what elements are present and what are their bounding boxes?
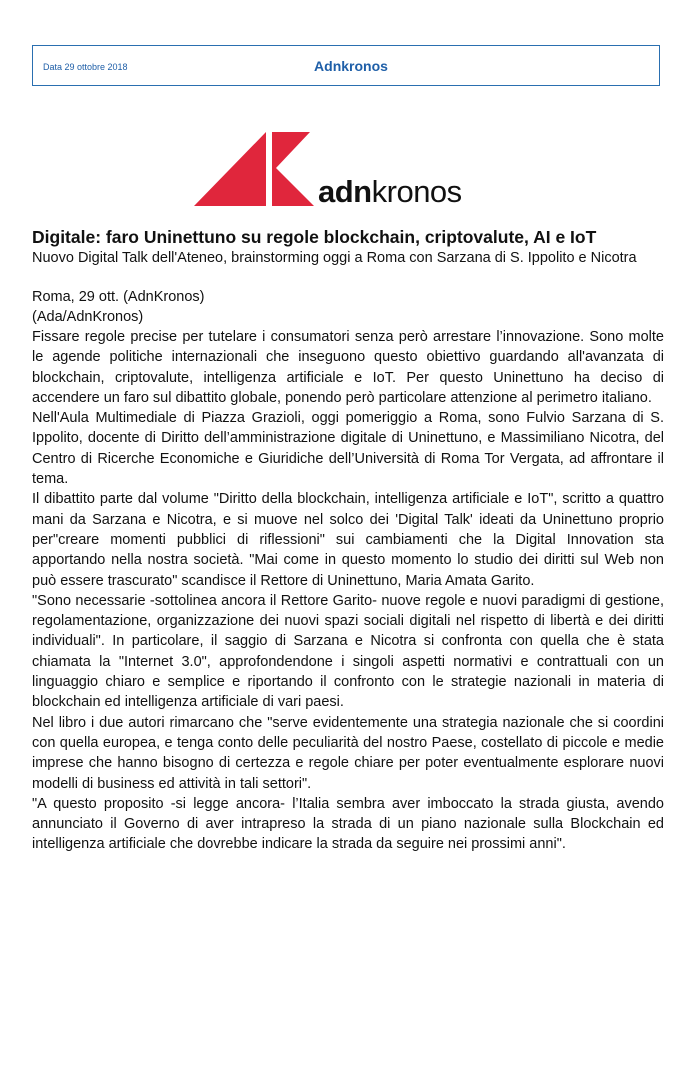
logo-text-bold: adn	[318, 174, 372, 209]
article-byline: (Ada/AdnKronos)	[32, 309, 144, 325]
article	[32, 226, 664, 855]
article-paragraph: Il dibattito parte dal volume "Diritto della blockchain, intelligenza artificiale e IoT", scritto a quattro mani da Sarzana e Nicotra, e si muove nel solco dei 'Digital Talk' ideati da Uninettuno proprio per"creare momenti pubblici di riflessioni" sui cambiamenti che la Digital Innovation sta apportando nella nostra società. "Mai come in questo momento lo studio dei diritti sul Web non può essere trascurato" scandisce il Rettore di Uninettuno, Maria Amata Garito.	[32, 491, 664, 589]
header-source: Adnkronos	[314, 58, 388, 74]
article-paragraph: Fissare regole precise per tutelare i consumatori senza però arrestare l’innovazione. Sono molte le agende politiche internazionali che inseguono questo obiettivo guardando all'avanzata di blockchain, criptovalute, intelligenza artificiale e IoT. Per questo Uninettuno ha deciso di accendere un faro sul dibattito globale, ponendo però particolare attenzione al perimetro italiano.	[32, 329, 664, 406]
spacer	[32, 268, 664, 287]
article-paragraph: "A questo proposito -si legge ancora- l’Italia sembra aver imboccato la strada giusta, avendo annunciato il Governo di aver intrapreso la strada di un piano nazionale sulla Blockchain ed intelligenza artificiale che dovrebbe indicare la strada da seguire nei prossimi anni".	[32, 795, 664, 853]
article-dateline: Roma, 29 ott. (AdnKronos)	[32, 289, 205, 305]
article-paragraph: Nell'Aula Multimediale di Piazza Grazioli, oggi pomeriggio a Roma, sono Fulvio Sarzana di S. Ippolito, docente di Diritto dell’amministrazione digitale di Uninettuno, e Massimiliano Nicotra, del Centro di Ricerche Economiche e Giuridiche dell’Università di Roma Tor Vergata, ad affrontare il tema.	[32, 410, 664, 488]
logo-text-light: kronos	[371, 174, 462, 209]
article-subtitle: Nuovo Digital Talk dell'Ateneo, brainstorming oggi a Roma con Sarzana di S. Ippolito e Nicotra	[32, 250, 637, 266]
header-date: Data 29 ottobre 2018	[43, 62, 128, 72]
logo-wordmark	[318, 176, 462, 207]
header-box	[32, 45, 660, 86]
article-paragraph: "Sono necessarie -sottolinea ancora il Rettore Garito- nuove regole e nuovi paradigmi di gestione, regolamentazione, organizzazione dei nuovi spazi sociali digitali nel rispetto di libertà e dei diritti individuali". In particolare, il saggio di Sarzana e Nicotra si confronta con quella che è stata chiamata la "Internet 3.0", approfondendone i singoli aspetti normativi e contrattuali con un linguaggio chiaro e semplice e riportando il confronto con le strategie nazionali in materia di blockchain ed intelligenza artificiale di vari paesi.	[32, 592, 664, 711]
article-paragraph: Nel libro i due autori rimarcano che "serve evidentemente una strategia nazionale che si coordini con quella europea, e tenga conto delle peculiarità del nostro Paese, costellato di piccole e medie imprese che hanno bisogno di certezza e regole chiare per poter eventualmente esplorare nuovi modelli di business ed attività in tali settori".	[32, 714, 664, 792]
article-title: Digitale: faro Uninettuno su regole blockchain, criptovalute, AI e IoT	[32, 227, 597, 247]
